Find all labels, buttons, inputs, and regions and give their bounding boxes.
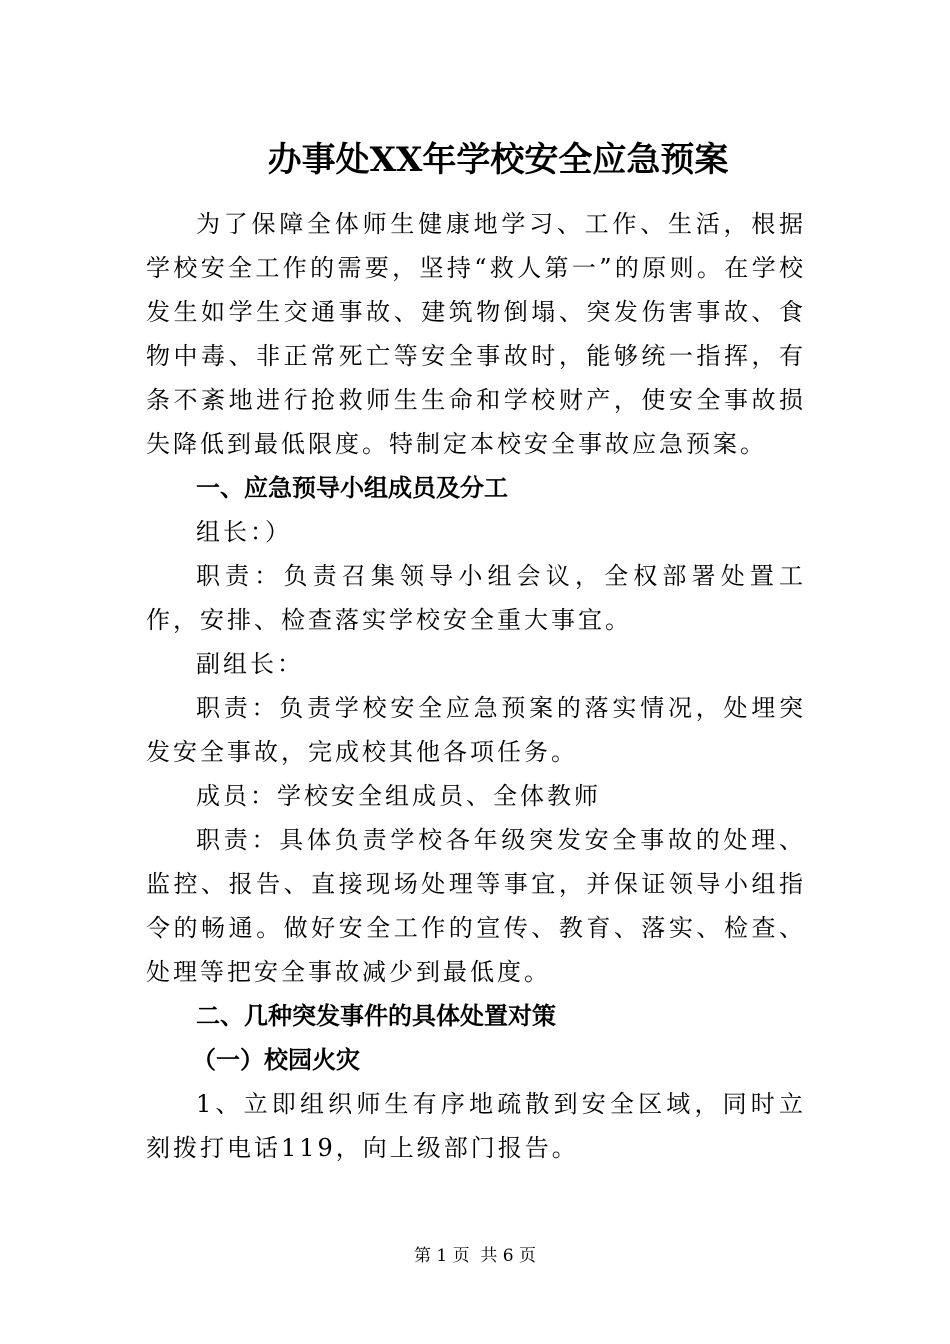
page-number-footer: 第 1 页 共 6 页: [413, 1246, 537, 1266]
group-leader-duties: 职责：负责召集领导小组会议，全权部署处置工作，安排、检查落实学校安全重大事宜。: [146, 562, 806, 634]
document-title: 办事处XX年学校安全应急预案: [267, 140, 729, 180]
deputy-leader-line: 副组长：: [196, 650, 304, 678]
intro-paragraph: 为了保障全体师生健康地学习、工作、生活，根据学校安全工作的需要，坚持“救人第一”的原则。在学校发生如学生交通事故、建筑物倒塌、突发伤害事故、食物中毒、非正常死亡等安全事故时，能够统一指挥，有条不紊地进行抢救师生生命和学校财产，使安全事故损失降低到最低限度。特制定本校安全事故应急预案。: [146, 210, 806, 458]
members-line: 成员：学校安全组成员、全体教师: [196, 782, 601, 810]
fire-step-1: 1、立即组织师生有序地疏散到安全区域，同时立刻拨打电话119，向上级部门报告。: [146, 1090, 806, 1162]
section-heading-emergency-measures: 二、几种突发事件的具体处置对策: [196, 1002, 556, 1030]
members-duties: 职责：具体负责学校各年级突发安全事故的处理、监控、报告、直接现场处理等事宜，并保证领导小组指令的畅通。做好安全工作的宣传、教育、落实、检查、处理等把安全事故减少到最低度。: [146, 826, 806, 986]
document-body: [146, 202, 806, 1170]
subsection-heading-campus-fire: （一）校园火灾: [192, 1046, 360, 1074]
deputy-leader-duties: 职责：负责学校安全应急预案的落实情况，处埋突发安全事故，完成校其他各项任务。: [146, 694, 806, 766]
group-leader-line: 组长：）: [196, 518, 292, 546]
section-heading-leadership-group: 一、应急预导小组成员及分工: [196, 474, 508, 502]
